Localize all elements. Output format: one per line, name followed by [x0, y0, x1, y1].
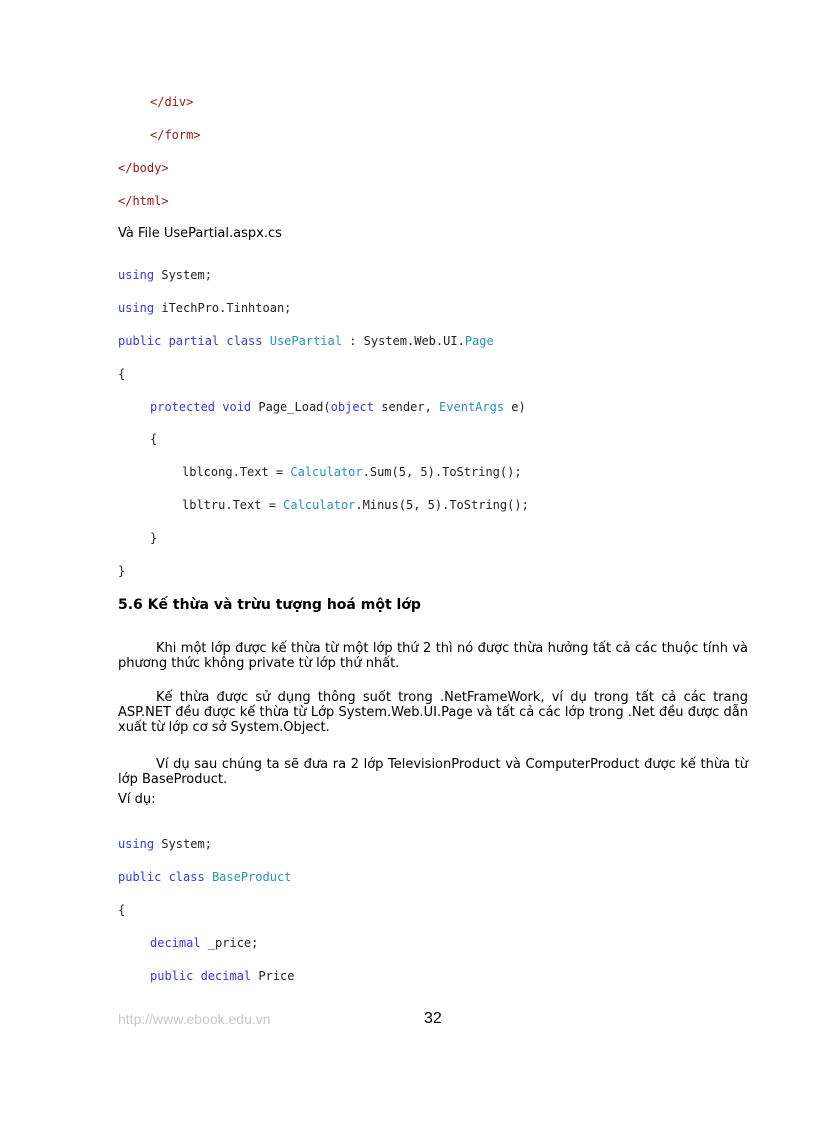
code-tag: </div>: [150, 95, 194, 109]
code-line-price-property: [150, 969, 295, 983]
code-text: : System.Web.UI.: [341, 334, 465, 348]
code-type: Calculator: [290, 465, 363, 479]
code-line-form-close: [150, 128, 201, 142]
code-line-inner-close: [150, 531, 157, 545]
code-keyword: public decimal: [150, 969, 252, 983]
file-label: Và File UsePartial.aspx.cs: [118, 226, 282, 241]
code-line-using-system: [118, 268, 212, 282]
code-keyword: object: [330, 400, 374, 414]
code-text: {: [118, 367, 126, 381]
code-text: _price;: [200, 936, 259, 950]
code-keyword: protected void: [150, 400, 252, 414]
code-tag: </form>: [150, 128, 201, 142]
code-line-class-decl: [118, 334, 494, 348]
code-text: System;: [154, 268, 212, 282]
code-text: {: [118, 903, 126, 917]
code-keyword: public class: [118, 870, 205, 884]
code-text: }: [118, 564, 126, 578]
footer-url: http://www.ebook.edu.vn: [118, 1011, 271, 1027]
code-text: e): [504, 400, 526, 414]
code-text: [205, 870, 212, 884]
code-keyword: public partial class: [118, 334, 263, 348]
code-text: Price: [251, 969, 295, 983]
code-line-brace-open-2: [118, 903, 125, 917]
code-text: }: [150, 531, 158, 545]
code-line-lblcong: [182, 465, 522, 479]
code-text: {: [150, 432, 158, 446]
code-text: .Sum(5, 5).ToString();: [362, 465, 522, 479]
code-line-baseproduct-decl: [118, 870, 291, 884]
code-tag: </body>: [118, 161, 169, 175]
paragraph-example-intro: Ví dụ sau chúng ta sẽ đưa ra 2 lớp TelevisionProduct và ComputerProduct được kế thừa từ lớp BaseProduct.: [118, 757, 748, 787]
code-text: Page_Load(: [251, 400, 331, 414]
code-keyword: using: [118, 837, 155, 851]
code-line-html-close: [118, 194, 169, 208]
code-line-using-system-2: [118, 837, 212, 851]
code-text: iTechPro.Tinhtoan;: [154, 301, 292, 315]
code-text: lblcong.Text =: [182, 465, 291, 479]
code-line-brace-close: [118, 564, 125, 578]
code-line-body-close: [118, 161, 169, 175]
section-heading: 5.6 Kế thừa và trừu tượng hoá một lớp: [118, 597, 421, 613]
code-line-div-close: [150, 95, 193, 109]
code-type: Calculator: [283, 498, 356, 512]
code-line-method-decl: [150, 400, 526, 414]
code-tag: </html>: [118, 194, 169, 208]
page-number: 32: [424, 1010, 442, 1027]
code-keyword: using: [118, 301, 155, 315]
code-line-price-field: [150, 936, 258, 950]
code-text: System;: [154, 837, 212, 851]
code-type: UsePartial: [269, 334, 342, 348]
code-text: sender,: [374, 400, 440, 414]
paragraph-inheritance-intro: Khi một lớp được kế thừa từ một lớp thứ 2 thì nó được thừa hưởng tất cả các thuộc tính và phương thức không private từ lớp thứ nhất.: [118, 641, 748, 671]
code-line-brace-open: [118, 367, 125, 381]
code-type: EventArgs: [439, 400, 505, 414]
code-keyword: decimal: [150, 936, 201, 950]
example-label: Ví dụ:: [118, 792, 156, 807]
code-text: .Minus(5, 5).ToString();: [355, 498, 529, 512]
code-line-inner-open: [150, 432, 157, 446]
code-type: Page: [464, 334, 494, 348]
code-type: BaseProduct: [211, 870, 292, 884]
code-text: lbltru.Text =: [182, 498, 284, 512]
paragraph-netframework: Kế thừa được sử dụng thông suốt trong .NetFrameWork, ví dụ trong tất cả các trang ASP.NET đều được kế thừa từ Lớp System.Web.UI.Page và tất cả các lớp trong .Net đều được dẫn xuất từ lớp cơ sở System.Object.: [118, 690, 748, 735]
code-line-lbltru: [182, 498, 529, 512]
code-line-using-tinhtoan: [118, 301, 291, 315]
code-keyword: using: [118, 268, 155, 282]
